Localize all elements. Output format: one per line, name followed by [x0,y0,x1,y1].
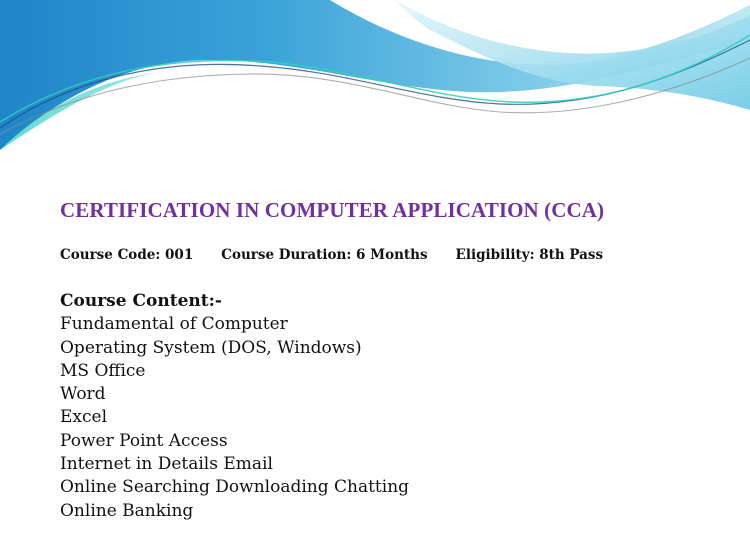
course-content [60,290,409,523]
list-item: MS Office [60,360,146,381]
list-item: Online Banking [60,500,194,521]
course-meta [60,247,603,263]
list-item: Excel [60,407,108,428]
course-content-list [60,313,409,523]
list-item: Operating System (DOS, Windows) [60,337,362,358]
list-item: Online Searching Downloading Chatting [60,477,410,498]
course-duration: Course Duration: 6 Months [221,247,428,263]
header-wave-decoration [0,0,750,170]
course-code: Course Code: 001 [60,247,194,263]
course-content-heading: Course Content:- [60,291,222,311]
list-item: Internet in Details Email [60,454,273,475]
list-item: Power Point Access [60,430,228,451]
page-title: CERTIFICATION IN COMPUTER APPLICATION (CCA) [60,198,605,222]
list-item: Fundamental of Computer [60,314,288,335]
list-item: Word [60,384,106,405]
course-eligibility: Eligibility: 8th Pass [455,247,604,263]
